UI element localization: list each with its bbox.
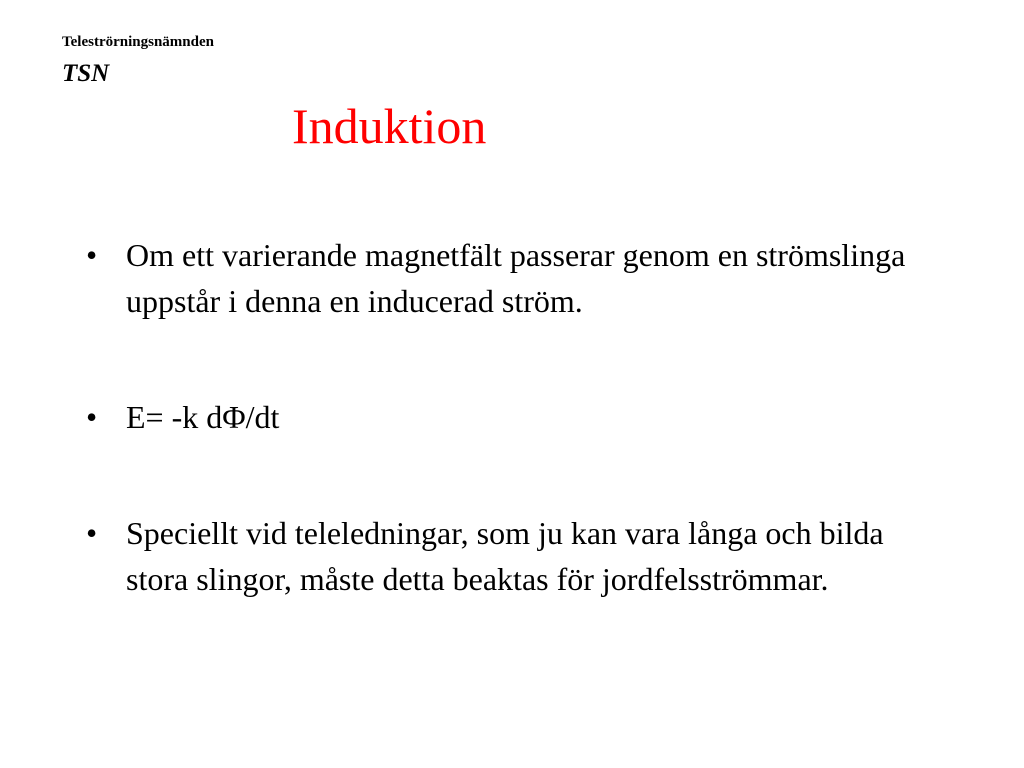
- organization-abbreviation: TSN: [62, 60, 110, 87]
- bullet-item-telelines: [86, 510, 946, 602]
- bullet-text: E= -k dΦ/dt: [126, 399, 280, 435]
- slide-title: Induktion: [292, 98, 487, 154]
- bullet-icon: •: [86, 515, 98, 551]
- bullet-icon: •: [86, 237, 98, 273]
- bullet-text: Speciellt vid teleledningar, som ju kan vara långa och bilda stora slingor, måste detta beaktas för jordfelsströmmar.: [126, 515, 884, 597]
- bullet-icon: •: [86, 399, 98, 435]
- bullet-item-induction-definition: [86, 232, 946, 324]
- bullet-item-formula: [86, 394, 946, 440]
- bullet-text: Om ett varierande magnetfält passerar genom en strömslinga uppstår i denna en inducerad ström.: [126, 237, 906, 319]
- organization-name: Teleströrningsnämnden: [62, 34, 214, 50]
